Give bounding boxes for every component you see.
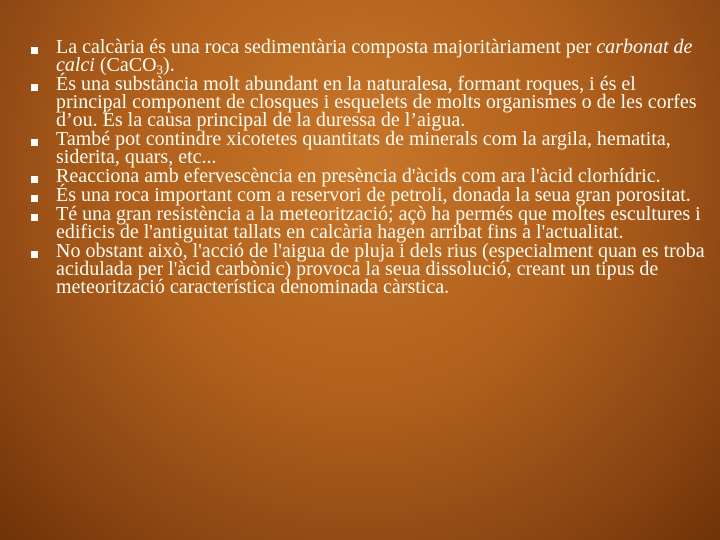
square-bullet-icon: [31, 195, 38, 202]
bullet-emphasis: carbonat de calci: [56, 36, 693, 76]
bullet-text: És una substància molt abundant en la naturalesa, formant roques, i és el principal component de closques i esquelets de molts organismes o de les corfes d’ou. És la causa principal de la duressa de l’aigua.: [56, 73, 697, 131]
bullet-text-formula: (CaCO: [94, 54, 157, 76]
square-bullet-icon: [31, 47, 38, 54]
square-bullet-icon: [31, 251, 38, 258]
bullet-item: [26, 205, 710, 241]
bullet-item: [26, 242, 710, 296]
formula-subscript: 3: [156, 62, 164, 77]
square-bullet-icon: [31, 139, 38, 146]
square-bullet-icon: [31, 84, 38, 91]
square-bullet-icon: [31, 214, 38, 221]
bullet-item: [26, 186, 710, 204]
bullet-text: També pot contindre xicotetes quantitats de minerals com la argila, hematita, siderita, quars, etc...: [56, 128, 671, 168]
bullet-text: Reacciona amb efervescència en presència d'àcids com ara l'àcid clorhídric.: [56, 165, 661, 187]
bullet-text: És una roca important com a reservori de petroli, donada la seua gran porositat.: [56, 184, 691, 206]
bullet-text: No obstant això, l'acció de l'aigua de pluja i dels rius (especialment quan es troba acidulada per l'àcid carbònic) provoca la seua dissolució, creant un tipus de meteorització característica denominada càrstica.: [56, 240, 705, 298]
bullet-list: [26, 38, 710, 297]
bullet-item: [26, 167, 710, 185]
bullet-text-suffix: ).: [163, 54, 175, 76]
square-bullet-icon: [31, 176, 38, 183]
bullet-text: Té una gran resistència a la meteorització; açò ha permés que moltes escultures i edificis de l'antiguitat tallats en calcària hagen arribat fins a l'actualitat.: [56, 203, 701, 243]
bullet-item: [26, 75, 710, 129]
bullet-item: [26, 36, 710, 77]
bullet-text-prefix: La calcària és una roca sedimentària composta majoritàriament per: [56, 36, 597, 58]
bullet-item: [26, 130, 710, 166]
